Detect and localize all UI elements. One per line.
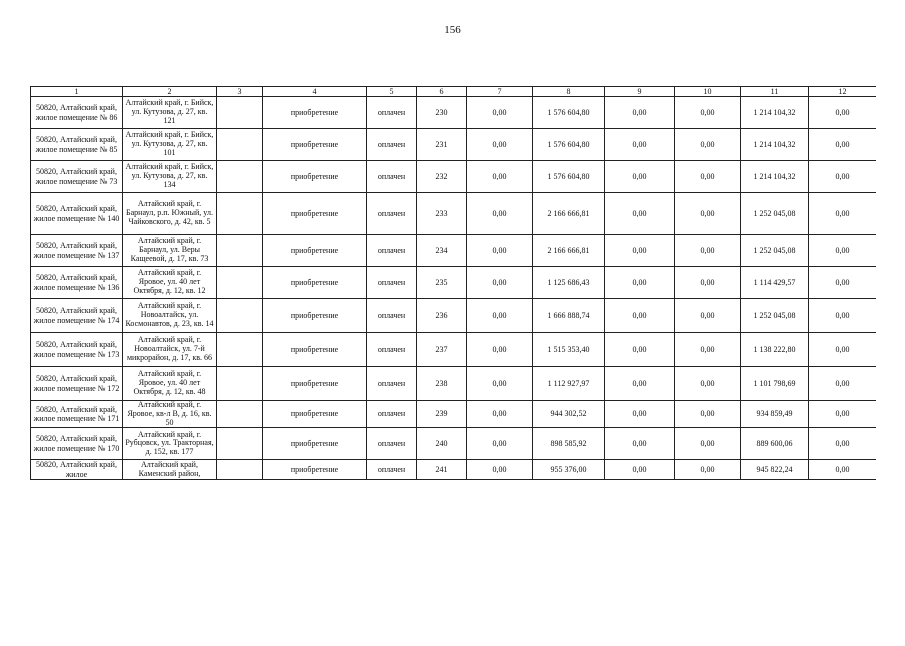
cell-col-2: Алтайский край, г. Бийск, ул. Кутузова, д. 27, кв. 134: [123, 161, 217, 193]
cell-col-3: [217, 97, 263, 129]
cell-col-12: 0,00: [809, 129, 877, 161]
table-row: [31, 460, 877, 480]
cell-col-2: Алтайский край, Каменский район,: [123, 460, 217, 480]
cell-col-5: оплачен: [367, 129, 417, 161]
table-row: [31, 428, 877, 460]
table-body: [31, 97, 877, 480]
cell-col-4: приобретение: [263, 428, 367, 460]
cell-col-11: 1 252 045,08: [741, 193, 809, 235]
cell-col-2: Алтайский край, г. Новоалтайск, ул. Космонавтов, д. 23, кв. 14: [123, 299, 217, 333]
cell-col-8: 1 125 686,43: [533, 267, 605, 299]
cell-col-6: 232: [417, 161, 467, 193]
cell-col-11: 1 252 045,08: [741, 235, 809, 267]
cell-col-3: [217, 129, 263, 161]
cell-col-7: 0,00: [467, 367, 533, 401]
cell-col-6: 231: [417, 129, 467, 161]
registry-table-container: [30, 86, 876, 646]
cell-col-11: 1 214 104,32: [741, 97, 809, 129]
cell-col-5: оплачен: [367, 235, 417, 267]
cell-col-1: 50820, Алтайский край, жилое помещение № 85: [31, 129, 123, 161]
cell-col-7: 0,00: [467, 235, 533, 267]
cell-col-4: приобретение: [263, 193, 367, 235]
cell-col-5: оплачен: [367, 97, 417, 129]
cell-col-5: оплачен: [367, 428, 417, 460]
cell-col-11: 1 252 045,08: [741, 299, 809, 333]
cell-col-2: Алтайский край, г. Рубцовск, ул. Тракторная, д. 152, кв. 177: [123, 428, 217, 460]
cell-col-8: 1 515 353,40: [533, 333, 605, 367]
cell-col-10: 0,00: [675, 129, 741, 161]
cell-col-12: 0,00: [809, 428, 877, 460]
cell-col-11: 1 214 104,32: [741, 129, 809, 161]
cell-col-6: 233: [417, 193, 467, 235]
cell-col-1: 50820, Алтайский край, жилое помещение № 170: [31, 428, 123, 460]
cell-col-4: приобретение: [263, 235, 367, 267]
cell-col-7: 0,00: [467, 97, 533, 129]
cell-col-7: 0,00: [467, 333, 533, 367]
cell-col-3: [217, 460, 263, 480]
cell-col-11: 889 600,06: [741, 428, 809, 460]
cell-col-12: 0,00: [809, 161, 877, 193]
cell-col-4: приобретение: [263, 97, 367, 129]
cell-col-9: 0,00: [605, 193, 675, 235]
cell-col-3: [217, 161, 263, 193]
cell-col-11: 1 214 104,32: [741, 161, 809, 193]
cell-col-1: 50820, Алтайский край, жилое помещение № 172: [31, 367, 123, 401]
cell-col-5: оплачен: [367, 193, 417, 235]
table-row: [31, 367, 877, 401]
cell-col-11: 934 859,49: [741, 401, 809, 428]
column-header-11: 11: [741, 87, 809, 97]
cell-col-7: 0,00: [467, 193, 533, 235]
cell-col-3: [217, 267, 263, 299]
cell-col-7: 0,00: [467, 129, 533, 161]
cell-col-8: 898 585,92: [533, 428, 605, 460]
cell-col-11: 945 822,24: [741, 460, 809, 480]
column-header-7: 7: [467, 87, 533, 97]
cell-col-7: 0,00: [467, 299, 533, 333]
cell-col-4: приобретение: [263, 367, 367, 401]
cell-col-8: 1 112 927,97: [533, 367, 605, 401]
table-row: [31, 267, 877, 299]
cell-col-3: [217, 401, 263, 428]
cell-col-10: 0,00: [675, 367, 741, 401]
cell-col-12: 0,00: [809, 333, 877, 367]
table-row: [31, 299, 877, 333]
cell-col-10: 0,00: [675, 333, 741, 367]
cell-col-7: 0,00: [467, 401, 533, 428]
cell-col-12: 0,00: [809, 460, 877, 480]
cell-col-8: 2 166 666,81: [533, 235, 605, 267]
cell-col-12: 0,00: [809, 235, 877, 267]
cell-col-5: оплачен: [367, 267, 417, 299]
cell-col-3: [217, 193, 263, 235]
cell-col-8: 1 666 888,74: [533, 299, 605, 333]
column-number-row: [31, 87, 877, 97]
cell-col-10: 0,00: [675, 161, 741, 193]
cell-col-6: 234: [417, 235, 467, 267]
cell-col-2: Алтайский край, г. Новоалтайск, ул. 7-й микрорайон, д. 17, кв. 66: [123, 333, 217, 367]
cell-col-10: 0,00: [675, 401, 741, 428]
cell-col-12: 0,00: [809, 267, 877, 299]
cell-col-12: 0,00: [809, 299, 877, 333]
cell-col-4: приобретение: [263, 460, 367, 480]
cell-col-7: 0,00: [467, 161, 533, 193]
cell-col-8: 1 576 604,80: [533, 161, 605, 193]
cell-col-6: 238: [417, 367, 467, 401]
cell-col-6: 240: [417, 428, 467, 460]
cell-col-8: 2 166 666,81: [533, 193, 605, 235]
column-header-4: 4: [263, 87, 367, 97]
cell-col-8: 955 376,00: [533, 460, 605, 480]
cell-col-10: 0,00: [675, 193, 741, 235]
cell-col-3: [217, 299, 263, 333]
cell-col-8: 1 576 604,80: [533, 129, 605, 161]
cell-col-2: Алтайский край, г. Бийск, ул. Кутузова, д. 27, кв. 121: [123, 97, 217, 129]
cell-col-10: 0,00: [675, 428, 741, 460]
cell-col-2: Алтайский край, г. Барнаул, ул. Веры Кащеевой, д. 17, кв. 73: [123, 235, 217, 267]
cell-col-2: Алтайский край, г. Бийск, ул. Кутузова, д. 27, кв. 101: [123, 129, 217, 161]
column-header-3: 3: [217, 87, 263, 97]
cell-col-6: 239: [417, 401, 467, 428]
cell-col-12: 0,00: [809, 193, 877, 235]
cell-col-9: 0,00: [605, 267, 675, 299]
cell-col-6: 235: [417, 267, 467, 299]
cell-col-12: 0,00: [809, 97, 877, 129]
cell-col-8: 944 302,52: [533, 401, 605, 428]
cell-col-7: 0,00: [467, 428, 533, 460]
cell-col-1: 50820, Алтайский край, жилое помещение № 73: [31, 161, 123, 193]
cell-col-8: 1 576 604,80: [533, 97, 605, 129]
cell-col-11: 1 101 798,69: [741, 367, 809, 401]
cell-col-12: 0,00: [809, 401, 877, 428]
cell-col-10: 0,00: [675, 97, 741, 129]
cell-col-9: 0,00: [605, 129, 675, 161]
cell-col-1: 50820, Алтайский край, жилое помещение № 173: [31, 333, 123, 367]
cell-col-5: оплачен: [367, 333, 417, 367]
cell-col-5: оплачен: [367, 460, 417, 480]
cell-col-1: 50820, Алтайский край, жилое помещение № 171: [31, 401, 123, 428]
cell-col-9: 0,00: [605, 97, 675, 129]
column-header-5: 5: [367, 87, 417, 97]
cell-col-11: 1 138 222,80: [741, 333, 809, 367]
cell-col-2: Алтайский край, г. Яровое, ул. 40 лет Октября, д. 12, кв. 12: [123, 267, 217, 299]
table-row: [31, 235, 877, 267]
column-header-6: 6: [417, 87, 467, 97]
cell-col-2: Алтайский край, г. Яровое, кв-л В, д. 16, кв. 50: [123, 401, 217, 428]
cell-col-2: Алтайский край, г. Барнаул, р.п. Южный, ул. Чайковского, д. 42, кв. 5: [123, 193, 217, 235]
table-row: [31, 333, 877, 367]
cell-col-4: приобретение: [263, 161, 367, 193]
cell-col-3: [217, 367, 263, 401]
cell-col-1: 50820, Алтайский край, жилое помещение № 137: [31, 235, 123, 267]
cell-col-9: 0,00: [605, 428, 675, 460]
cell-col-6: 236: [417, 299, 467, 333]
cell-col-12: 0,00: [809, 367, 877, 401]
cell-col-2: Алтайский край, г. Яровое, ул. 40 лет Октября, д. 12, кв. 48: [123, 367, 217, 401]
column-header-8: 8: [533, 87, 605, 97]
column-header-2: 2: [123, 87, 217, 97]
cell-col-4: приобретение: [263, 299, 367, 333]
cell-col-10: 0,00: [675, 299, 741, 333]
column-header-9: 9: [605, 87, 675, 97]
table-row: [31, 401, 877, 428]
cell-col-6: 237: [417, 333, 467, 367]
cell-col-9: 0,00: [605, 460, 675, 480]
cell-col-3: [217, 235, 263, 267]
cell-col-1: 50820, Алтайский край, жилое помещение № 86: [31, 97, 123, 129]
cell-col-1: 50820, Алтайский край, жилое помещение № 136: [31, 267, 123, 299]
cell-col-5: оплачен: [367, 367, 417, 401]
cell-col-3: [217, 333, 263, 367]
cell-col-9: 0,00: [605, 235, 675, 267]
cell-col-5: оплачен: [367, 161, 417, 193]
cell-col-9: 0,00: [605, 161, 675, 193]
column-header-10: 10: [675, 87, 741, 97]
cell-col-4: приобретение: [263, 267, 367, 299]
cell-col-4: приобретение: [263, 333, 367, 367]
cell-col-7: 0,00: [467, 460, 533, 480]
column-header-12: 12: [809, 87, 877, 97]
cell-col-1: 50820, Алтайский край, жилое помещение № 174: [31, 299, 123, 333]
cell-col-9: 0,00: [605, 401, 675, 428]
cell-col-9: 0,00: [605, 333, 675, 367]
cell-col-9: 0,00: [605, 367, 675, 401]
table-row: [31, 161, 877, 193]
cell-col-4: приобретение: [263, 129, 367, 161]
cell-col-7: 0,00: [467, 267, 533, 299]
table-row: [31, 129, 877, 161]
cell-col-6: 230: [417, 97, 467, 129]
cell-col-1: 50820, Алтайский край, жилое: [31, 460, 123, 480]
table-row: [31, 97, 877, 129]
cell-col-10: 0,00: [675, 460, 741, 480]
cell-col-1: 50820, Алтайский край, жилое помещение № 140: [31, 193, 123, 235]
column-header-1: 1: [31, 87, 123, 97]
table-row: [31, 193, 877, 235]
registry-table: [30, 86, 876, 480]
cell-col-5: оплачен: [367, 299, 417, 333]
cell-col-10: 0,00: [675, 235, 741, 267]
cell-col-11: 1 114 429,57: [741, 267, 809, 299]
cell-col-6: 241: [417, 460, 467, 480]
cell-col-3: [217, 428, 263, 460]
cell-col-9: 0,00: [605, 299, 675, 333]
cell-col-10: 0,00: [675, 267, 741, 299]
cell-col-5: оплачен: [367, 401, 417, 428]
cell-col-4: приобретение: [263, 401, 367, 428]
page-number: 156: [444, 24, 461, 36]
